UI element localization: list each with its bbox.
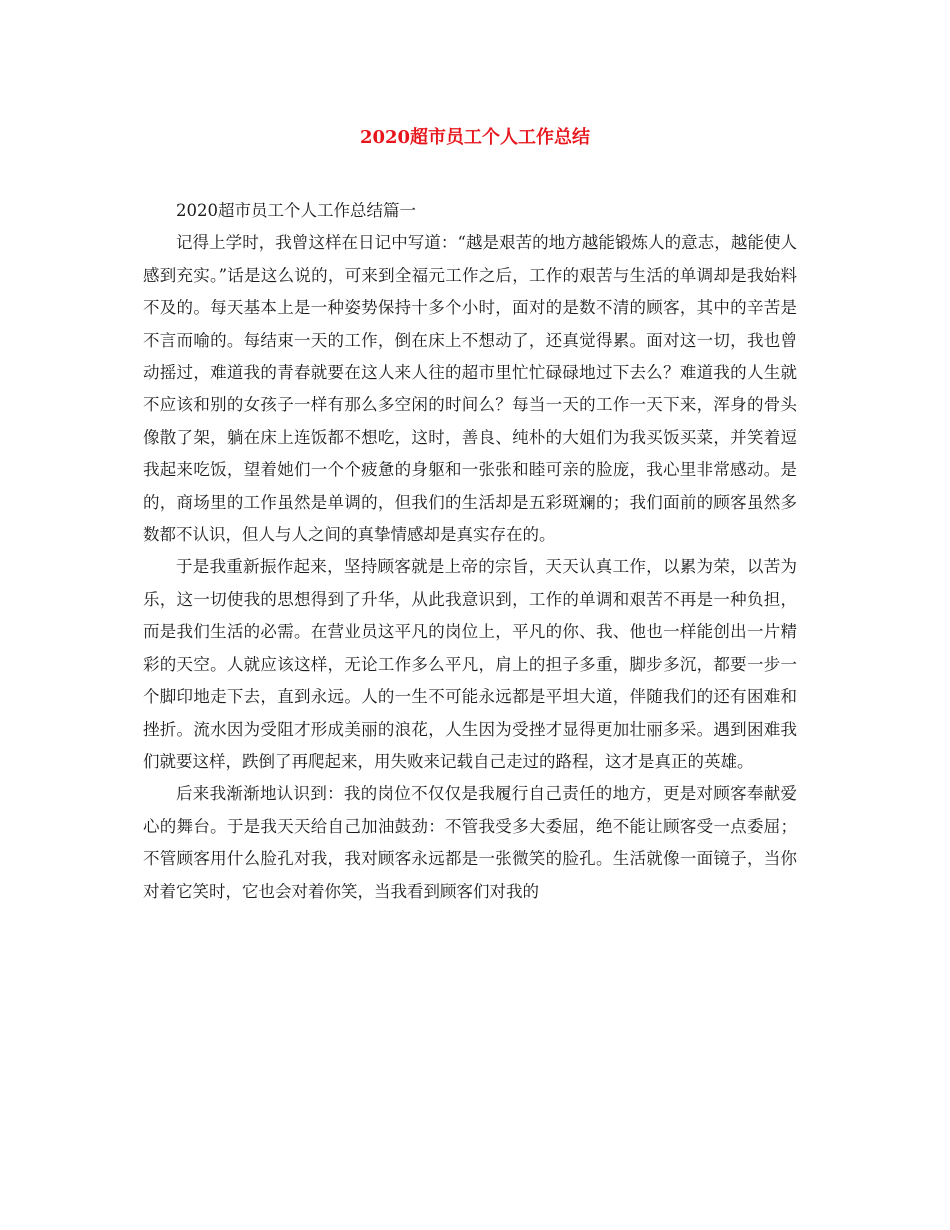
document-body	[143, 195, 797, 908]
paragraph: 记得上学时，我曾这样在日记中写道：“越是艰苦的地方越能锻炼人的意志，越能使人感到充实。”话是这么说的，可来到全福元工作之后，工作的艰苦与生活的单调却是我始料不及的。每天基本上是一种姿势保持十多个小时，面对的是数不清的顾客，其中的辛苦是不言而喻的。每结束一天的工作，倒在床上不想动了，还真觉得累。面对这一切，我也曾动摇过，难道我的青春就要在这人来人往的超市里忙忙碌碌地过下去么？难道我的人生就不应该和别的女孩子一样有那么多空闲的时间么？每当一天的工作一天下来，浑身的骨头像散了架，躺在床上连饭都不想吃，这时，善良、纯朴的大姐们为我买饭买菜，并笑着逗我起来吃饭，望着她们一个个疲惫的身躯和一张张和睦可亲的脸庞，我心里非常感动。是的，商场里的工作虽然是单调的，但我们的生活却是五彩斑斓的；我们面前的顾客虽然多数都不认识，但人与人之间的真挚情感却是真实存在的。	[143, 233, 797, 545]
paragraph: 于是我重新振作起来，坚持顾客就是上帝的宗旨，天天认真工作，以累为荣，以苦为乐，这一切使我的思想得到了升华，从此我意识到，工作的单调和艰苦不再是一种负担，而是我们生活的必需。在营业员这平凡的岗位上，平凡的你、我、他也一样能创出一片精彩的天空。人就应该这样，无论工作多么平凡，肩上的担子多重，脚步多沉，都要一步一个脚印地走下去，直到永远。人的一生不可能永远都是平坦大道，伴随我们的还有困难和挫折。流水因为受阻才形成美丽的浪花，人生因为受挫才显得更加壮丽多采。遇到困难我们就要这样，跌倒了再爬起来，用失败来记载自己走过的路程，这才是真正的英雄。	[143, 557, 797, 771]
document-title: 2020超市员工个人工作总结	[359, 127, 591, 148]
paragraph: 后来我渐渐地认识到：我的岗位不仅仅是我履行自己责任的地方，更是对顾客奉献爱心的舞台。于是我天天给自己加油鼓劲：不管我受多大委屈，绝不能让顾客受一点委屈；不管顾客用什么脸孔对我，我对顾客永远都是一张微笑的脸孔。生活就像一面镜子，当你对着它笑时，它也会对着你笑，当我看到顾客们对我的	[143, 784, 797, 901]
section-heading: 2020超市员工个人工作总结篇一	[176, 201, 416, 220]
